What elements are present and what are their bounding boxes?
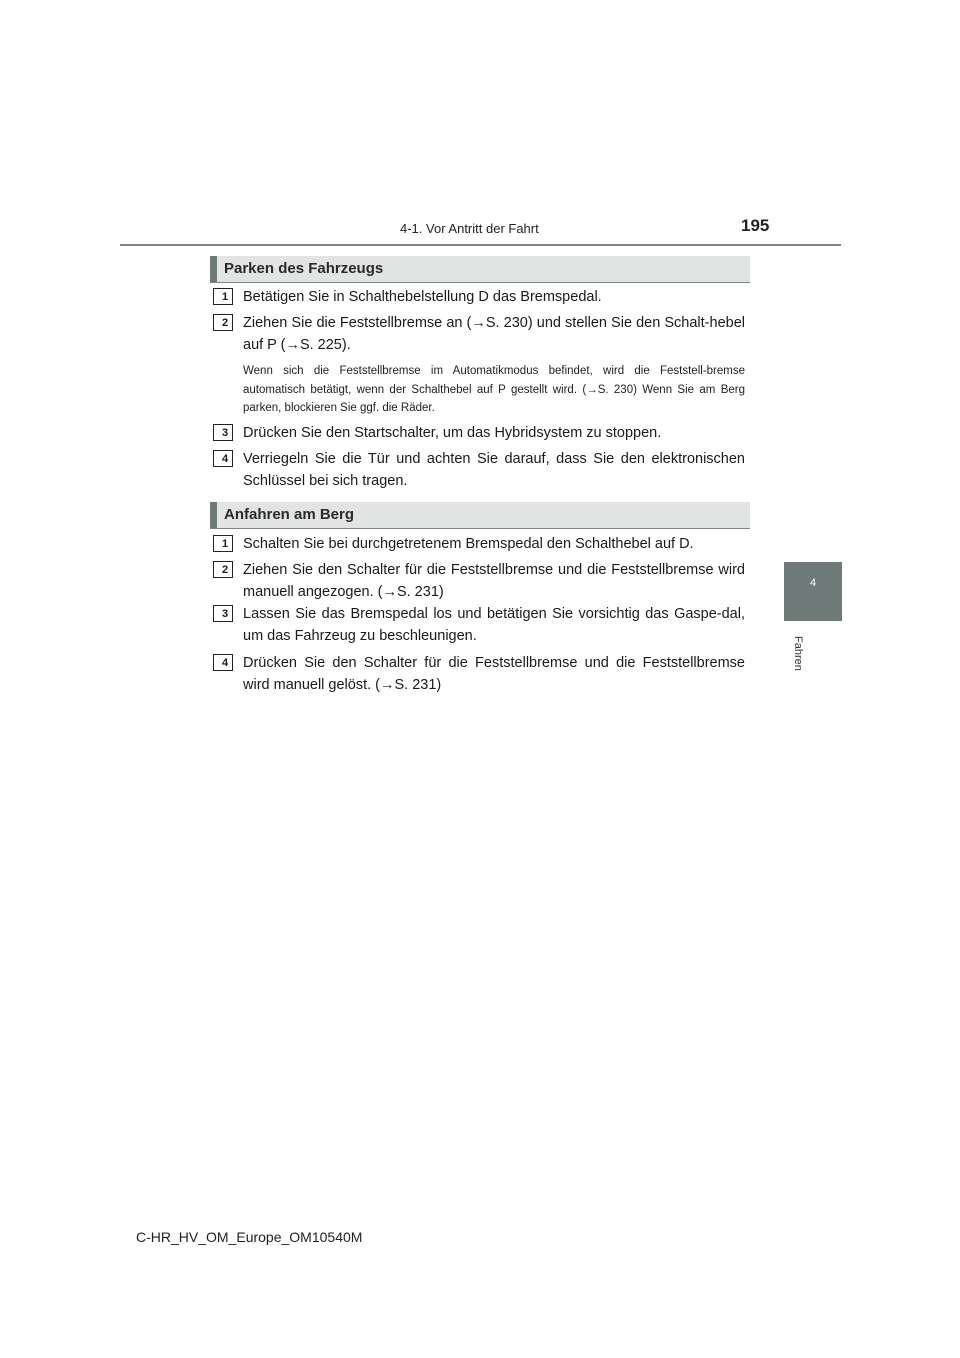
chapter-tab-number: 4 [809,577,817,589]
step-text: Drücken Sie den Startschalter, um das Hybridsystem zu stoppen. [243,425,662,441]
document-footer-code: C-HR_HV_OM_Europe_OM10540M [136,1229,363,1245]
step-text: Schalten Sie bei durchgetretenem Bremspedal den Schalthebel auf D. [243,536,694,552]
step-text: Betätigen Sie in Schalthebelstellung D das Bremspedal. [243,289,602,305]
step-number-badge: 3 [213,605,233,622]
step-number-badge: 4 [213,450,233,467]
step-text: Lassen Sie das Bremspedal los und betätigen Sie vorsichtig das Gaspe-dal, um das Fahrzeug zu beschleunigen. [243,606,745,644]
section-header-hill-start [210,502,750,529]
step-number-badge: 4 [213,654,233,671]
step-note: Wenn sich die Feststellbremse im Automatikmodus befindet, wird die Feststell-bremse automatisch betätigt, wenn der Schalthebel auf P gestellt wird. (→S. 230) Wenn Sie am Berg parken, blockieren Sie ggf. die Räder. [243,365,745,414]
page-number: 195 [741,216,770,235]
step-number-badge: 1 [213,288,233,305]
section-title: Anfahren am Berg [224,506,355,523]
step-text: Ziehen Sie die Feststellbremse an (→S. 230) und stellen Sie den Schalt-hebel auf P (→S. 225). [243,315,745,353]
chapter-tab [784,562,842,621]
step-number-badge: 1 [213,535,233,552]
header-section-title: 4-1. Vor Antritt der Fahrt [400,221,539,236]
section-accent [210,256,217,282]
section-title: Parken des Fahrzeugs [224,260,384,277]
step-text: Ziehen Sie den Schalter für die Feststellbremse und die Feststellbremse wird manuell angezogen. (→S. 231) [243,562,745,600]
step-text: Drücken Sie den Schalter für die Feststellbremse und die Feststellbremse wird manuell gelöst. (→S. 231) [243,655,745,693]
step-text: Verriegeln Sie die Tür und achten Sie darauf, dass Sie den elektronischen Schlüssel bei sich tragen. [243,451,745,489]
section-accent [210,502,217,528]
step-number-badge: 2 [213,314,233,331]
header-divider [120,244,841,246]
section-header-parking [210,256,750,283]
step-number-badge: 3 [213,424,233,441]
chapter-tab-label: Fahren [792,636,804,671]
step-number-badge: 2 [213,561,233,578]
